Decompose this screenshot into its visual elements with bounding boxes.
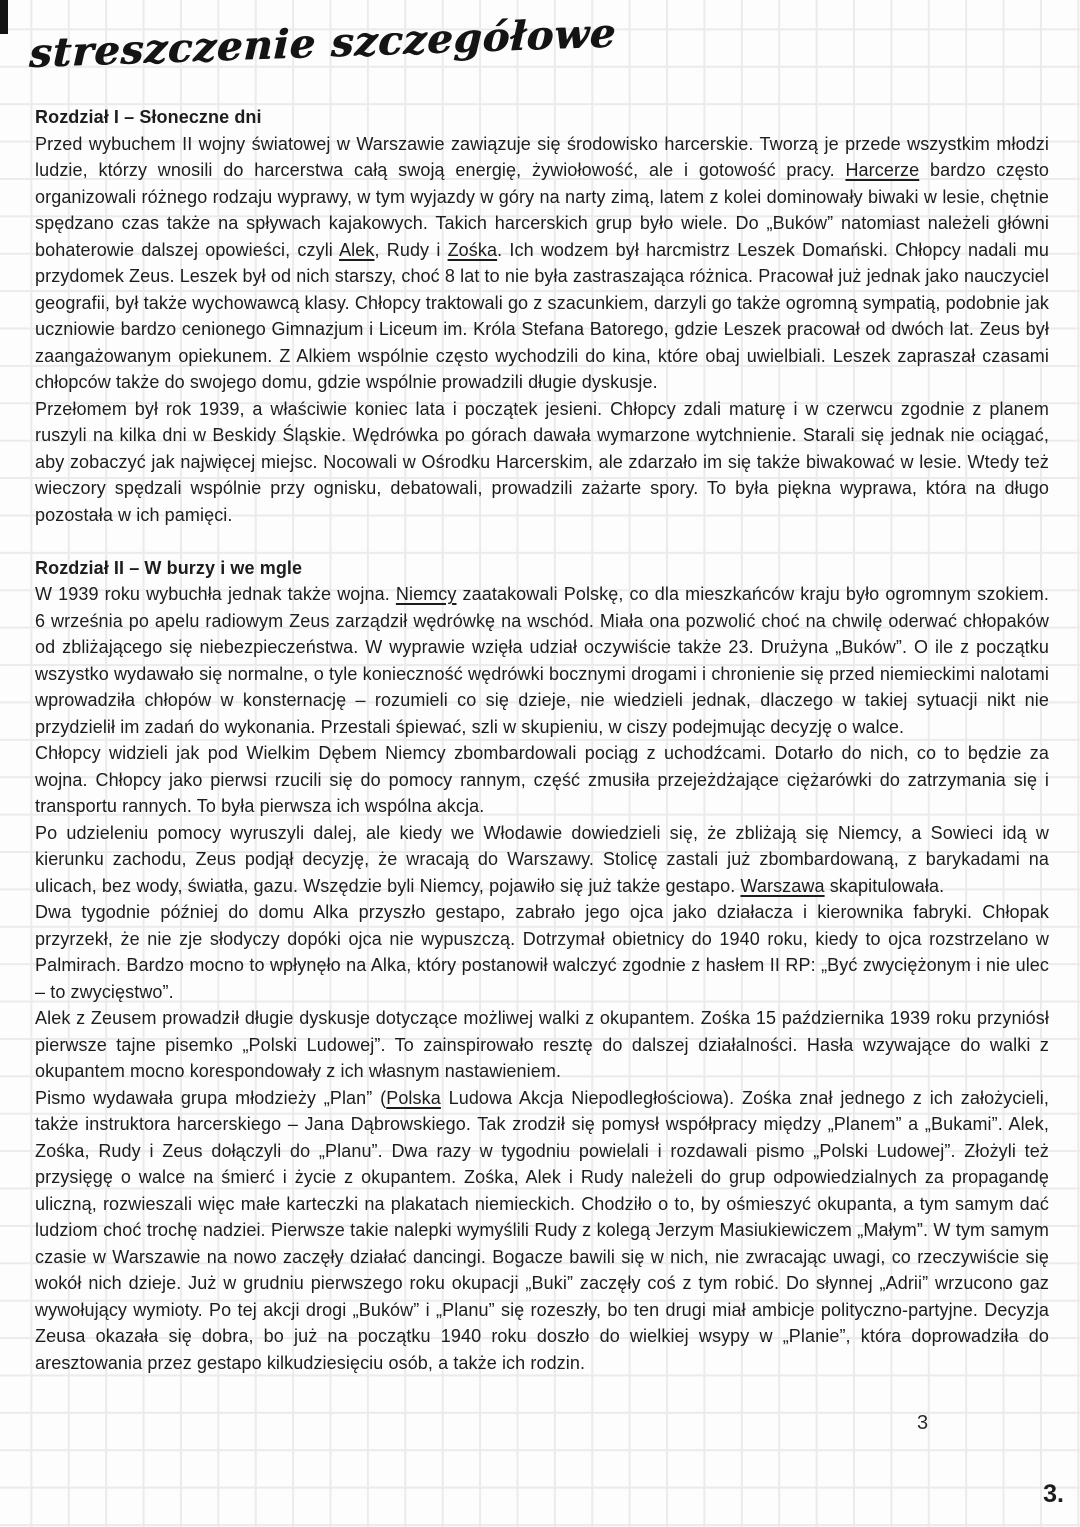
paragraph: Przełomem był rok 1939, a właściwie koniec lata i początek jesieni. Chłopcy zdali maturę i w czerwcu zgodnie z planem ruszyli na kilka dni w Beskidy Śląskie. Wędrówka po górach dawała wymarzone wytchnienie. Starali się jednak nie ociągać, aby zobaczyć jak najwięcej miejsc. Nocowali w Ośrodku Harcerskim, ale zdarzało im się także biwakować w lesie. Wtedy też wieczory spędzali wspólnie przy ognisku, debatowali, prowadzili zażarte spory. To była piękna wyprawa, która na długo pozostała w ich pamięci. [35, 398, 1049, 525]
section-heading: Rozdział II – W burzy i we mgle [35, 557, 303, 578]
underlined-term: Warszawa [740, 875, 825, 896]
scan-edge-artifact [0, 0, 8, 34]
document-section [35, 104, 1049, 528]
paragraph: Alek z Zeusem prowadził długie dyskusje dotyczące możliwej walki z okupantem. Zośka 15 października 1939 roku przyniósł pierwsze tajne pisemko „Polski Ludowej”. To zainspirowało resztę do dalszej działalności. Hasła wzywające do walki z okupantem mocno korespondowały z ich własnym nastawieniem. [35, 1008, 1049, 1081]
underlined-term: Niemcy [395, 584, 457, 604]
scanned-page-number-artifact: 3 [917, 1412, 929, 1434]
underlined-term: Polska [386, 1087, 441, 1108]
document-body [35, 104, 1049, 1376]
paragraph: W 1939 roku wybuchła jednak także wojna. Niemcy zaatakowali Polskę, co dla mieszkańców kraju było ogromnym szokiem. 6 września po apelu radiowym Zeus zarządził wędrówkę na wschód. Miała ona pozwolić choć na chwilę oderwać chłopaków od zbliżającego się niebezpieczeństwa. W wyprawie wzięła udział oczywiście także 23. Drużyna „Buków”. O ile z początku wszystko wydawało się normalne, o tyle konieczność wędrówki bocznymi drogami i chronienie się przed niemieckimi nalotami wprowadziła chłopów w konsternację – rozumieli co się dzieje, nie wiedzieli jednak, dlaczego w takiej sytuacji nikt nie przydzielił im zadań do wykonania. Przestali śpiewać, szli w skupieniu, w ciszy podejmując decyzję o walce. [35, 584, 1050, 737]
underlined-term: Zośka [447, 239, 498, 260]
paragraph: Chłopcy widzieli jak pod Wielkim Dębem Niemcy zbombardowali pociąg z uchodźcami. Dotarło do nich, co to będzie za wojna. Chłopcy jako pierwsi rzucili się do pomocy rannym, część zmusiła przejeżdżające ciężarówki do zatrzymania się i transportu rannych. To była pierwsza ich wspólna akcja. [35, 743, 1049, 816]
paragraph: Dwa tygodnie później do domu Alka przyszło gestapo, zabrało jego ojca jako działacza i kierownika fabryki. Chłopak przyrzekł, że nie zje słodyczy dopóki ojca nie wypuszczą. Dotrzymał obietnicy do 1940 roku, kiedy to ojca rozstrzelano w Palmirach. Bardzo mocno to wpłynęło na Alka, który postanowił walczyć zgodnie z hasłem II RP: „Być zwyciężonym i nie ulec – to zwycięstwo”. [35, 902, 1049, 1002]
underlined-term: Harcerze [845, 160, 920, 180]
paragraph: Po udzieleniu pomocy wyruszyli dalej, ale kiedy we Włodawie dowiedzieli się, że zbliżają się Niemcy, a Sowieci idą w kierunku zachodu, Zeus podjął decyzję, że wracają do Warszawy. Stolicę zastali już zbombardowaną, z barykadami na ulicach, bez wody, światła, gazu. Wszędzie byli Niemcy, pojawiło się już także gestapo. Warszawa skapitulowała. [35, 822, 1049, 896]
paragraph: Pismo wydawała grupa młodzieży „Plan” (Polska Ludowa Akcja Niepodległościowa). Zośka znał jednego z ich założycieli, także instruktora harcerskiego – Jana Dąbrowskiego. Tak zrodził się pomysł współpracy między „Planem” a „Bukami”. Alek, Zośka, Rudy i Zeus dołączyli do „Planu”. Dwa razy w tygodniu powielali i rozdawali pismo „Polski Ludowej”. Złożyli też przysięgę o walce na śmierć i życie z okupantem. Zośka, Alek i Rudy należeli do grup odpowiedzialnych za propagandę uliczną, rozwieszali więc małe karteczki na plakatach niemieckich. Chodziło o to, by ośmieszyć okupanta, a tym samym dać ludziom choć trochę nadziei. Pierwsze takie nalepki wymyślili Rudy z kolegą Jerzym Masiukiewiczem „Małym”. W tym samym czasie w Warszawie na nowo zaczęły działać dancingi. Bogacze bawili się w nich, nie zwracając uwagi, co rzeczywiście się wokół nich dzieje. Już w grudniu pierwszego roku okupacji „Buki” zaczęły coś z tym robić. Do słynnej „Adrii” wrzucono gaz wywołujący wymioty. Po tej akcji drogi „Buków” i „Planu” się rozeszły, bo ten drugi miał ambicje polityczno-partyjne. Decyzja Zeusa okazała się dobra, bo już na początku 1940 roku doszło do wielkiej wsypy w „Planie”, która doprowadziła do aresztowania przez gestapo kilkudziesięciu osób, a także ich rodzin. [35, 1087, 1049, 1373]
paragraph: Przed wybuchem II wojny światowej w Warszawie zawiązuje się środowisko harcerskie. Tworzą je przede wszystkim młodzi ludzie, którzy wnosili do harcerstwa całą swoją energię, żywiołowość, ale i gotowość pracy. Harcerze bardzo często organizowali różnego rodzaju wyprawy, w tym wyjazdy w góry na narty zimą, latem z kolei dominowały biwaki w lesie, chętnie spędzano czas także na spływach kajakowych. Takich harcerskich grup było wiele. Do „Buków” natomiast należeli główni bohaterowie dalszej opowieści, czyli Alek, Rudy i Zośka. Ich wodzem był harcmistrz Leszek Domański. Chłopcy nadali mu przydomek Zeus. Leszek był od nich starszy, choć 8 lat to nie była zastraszająca różnica. Pracował już jednak jako nauczyciel geografii, był także wychowawcą klasy. Chłopcy traktowali go z szacunkiem, darzyli go także ogromną sympatią, podobnie jak uczniowie bardzo cenionego Gimnazjum i Liceum im. Króla Stefana Batorego, gdzie Leszek pracował od dwóch lat. Zeus był zaangażowanym opiekunem. Z Alkiem wspólnie często wychodzili do kina, które obaj uwielbiali. Leszek zapraszał czasami chłopców także do swojego domu, gdzie wspólnie prowadzili długie dyskusje. [35, 133, 1049, 392]
page-title-script: streszczenie szczegółowe [28, 9, 617, 78]
document-section [35, 555, 1049, 1377]
section-heading: Rozdział I – Słoneczne dni [35, 107, 262, 127]
page-number: 3. [1043, 1480, 1064, 1508]
underlined-term: Alek [339, 239, 375, 260]
